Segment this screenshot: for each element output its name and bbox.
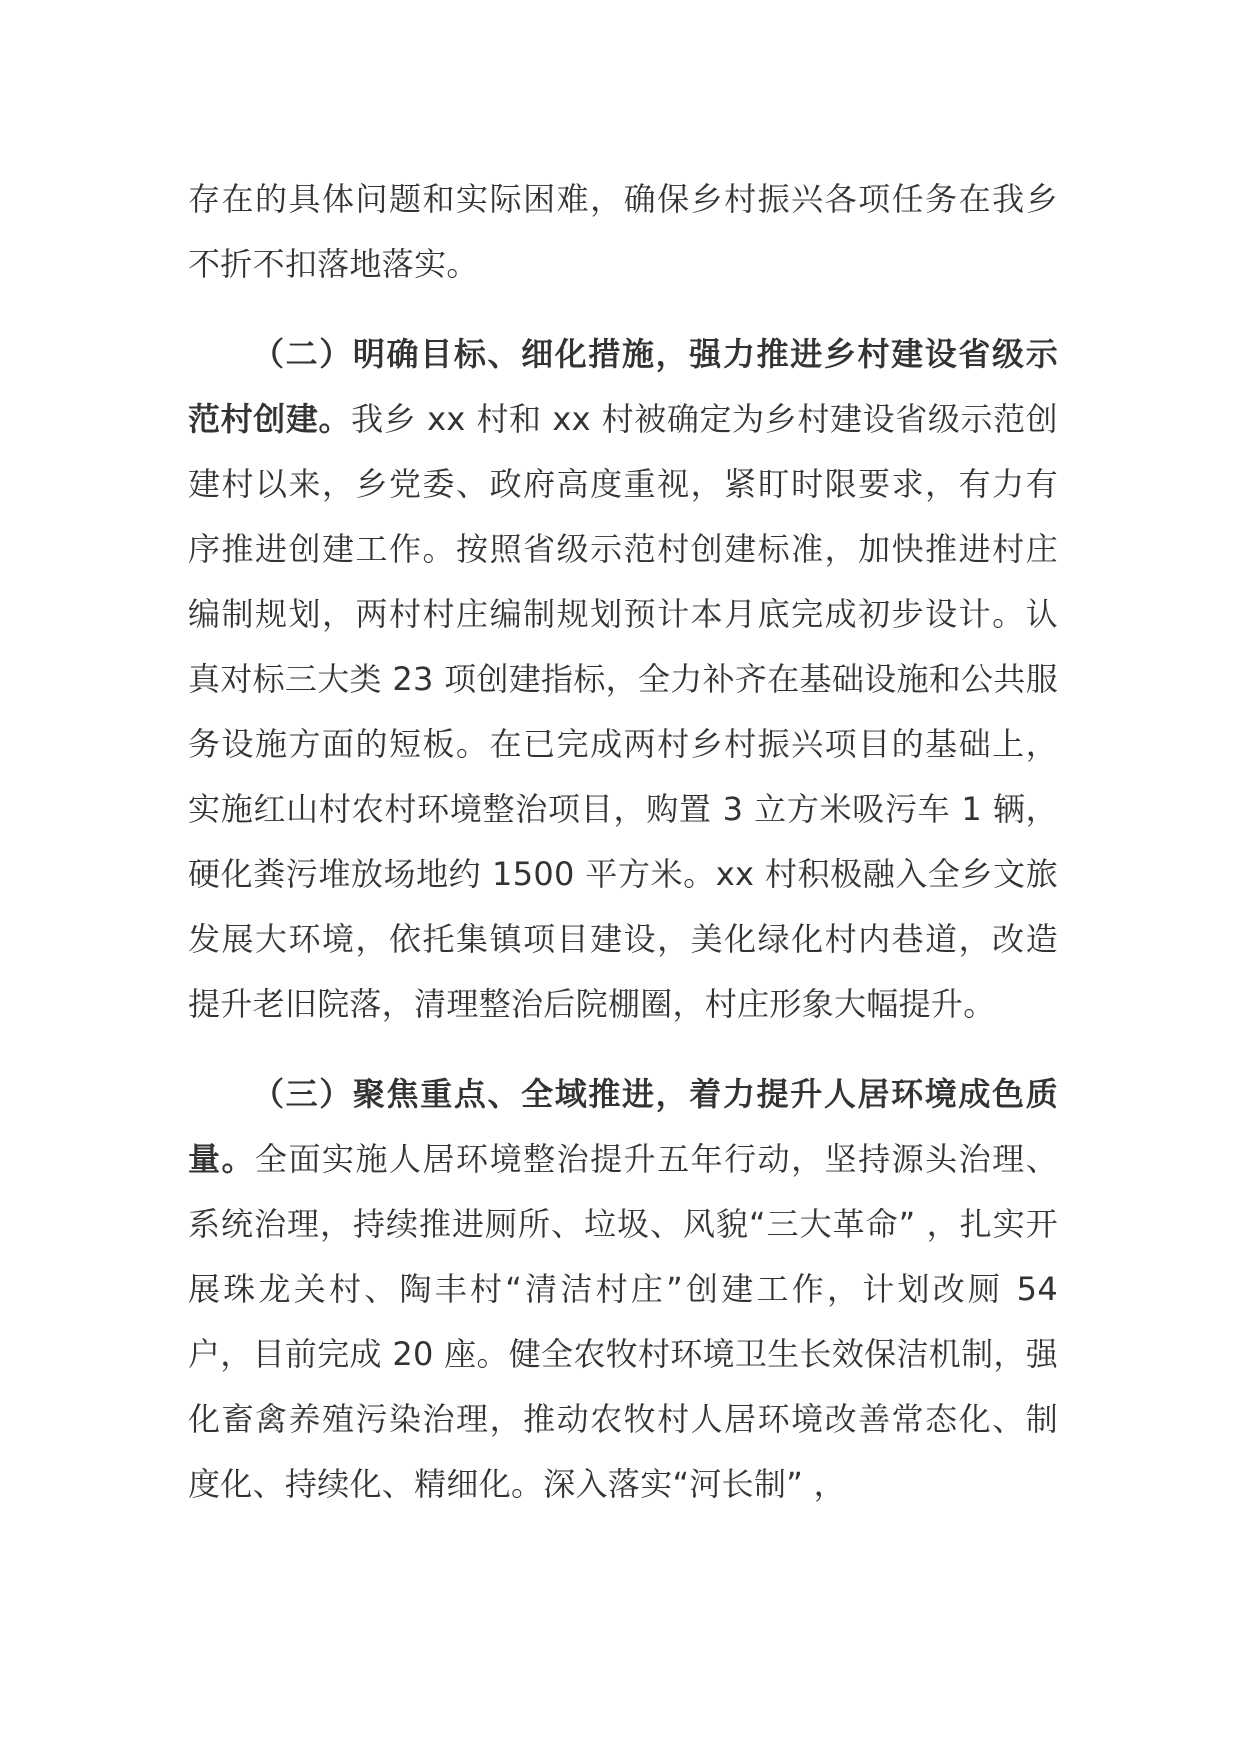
paragraph-body: 全面实施人居环境整治提升五年行动，坚持源头治理、系统治理，持续推进厕所、垃圾、风貌“三大革命” ，扎实开展珠龙关村、陶丰村“清洁村庄”创建工作，计划改厕 54 户，目前完成 20 座。健全农牧村环境卫生长效保洁机制，强化畜禽养殖污染治理，推动农牧村人居环境改善常态化、制度化、持续化、精细化。深入落实“河长制” ， <box>188 1140 1058 1503</box>
document-body <box>188 167 1058 1517</box>
paragraph-section-2 <box>188 322 1058 1037</box>
paragraph-body: 我乡 xx 村和 xx 村被确定为乡村建设省级示范创建村以来，乡党委、政府高度重视，紧盯时限要求，有力有序推进创建工作。按照省级示范村创建标准，加快推进村庄编制规划，两村村庄编制规划预计本月底完成初步设计。认真对标三大类 23 项创建指标，全力补齐在基础设施和公共服务设施方面的短板。在已完成两村乡村振兴项目的基础上，实施红山村农村环境整治项目，购置 3 立方米吸污车 1 辆，硬化粪污堆放场地约 1500 平方米。xx 村积极融入全乡文旅发展大环境，依托集镇项目建设，美化绿化村内巷道，改造提升老旧院落，清理整治后院棚圈，村庄形象大幅提升。 <box>188 400 1058 1023</box>
section-heading: （三）聚焦重点、全域推进，着力提升人居环境成色质量。 <box>188 1075 1058 1178</box>
section-heading: （二）明确目标、细化措施，强力推进乡村建设省级示范村创建。 <box>188 335 1058 438</box>
paragraph-body: 存在的具体问题和实际困难，确保乡村振兴各项任务在我乡不折不扣落地落实。 <box>188 180 1058 283</box>
paragraph-section-3 <box>188 1062 1058 1517</box>
paragraph-continuation <box>188 167 1058 297</box>
